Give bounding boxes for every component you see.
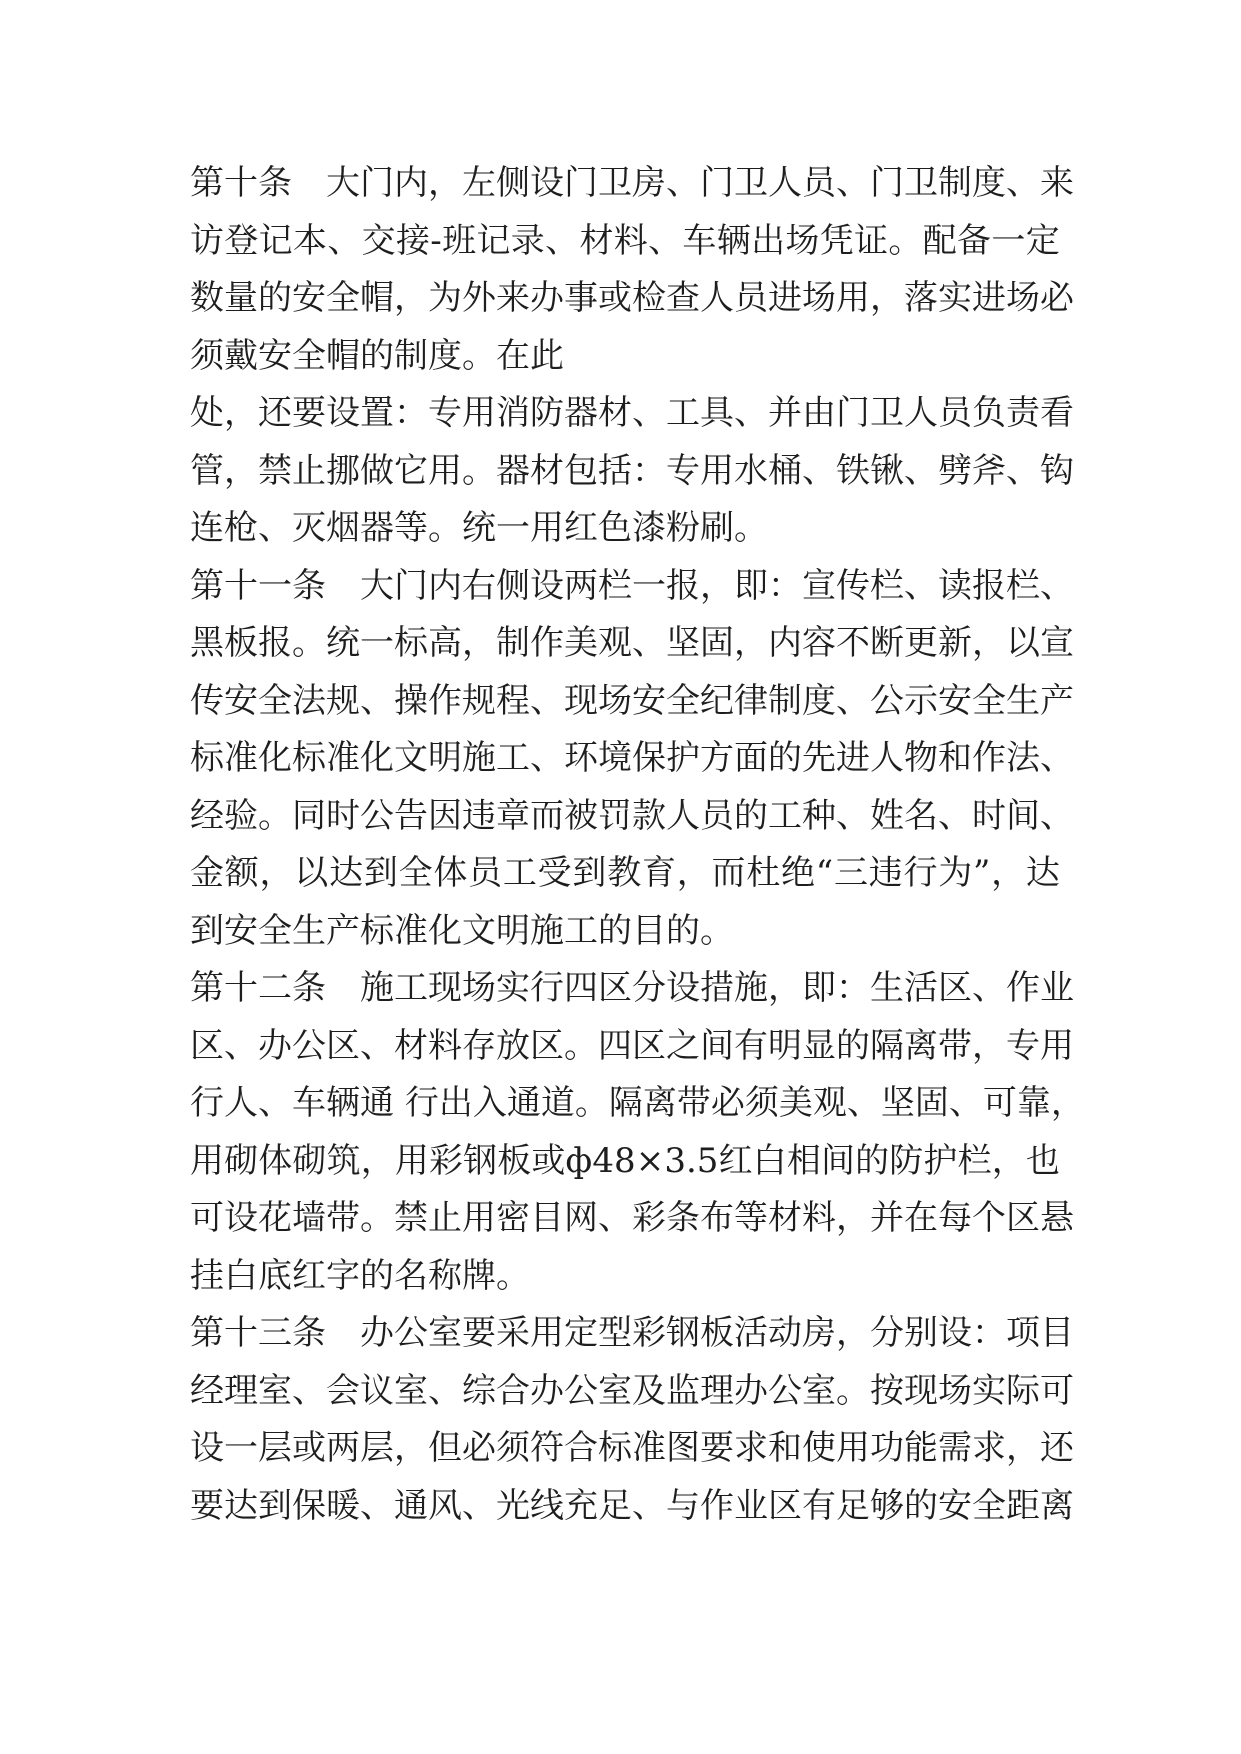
text-line: 数 量 的 安 全 帽 ， 为 外 来 办 事 或 检 查 人 员 进 场 用 ， 落 实 进 场 必 xyxy=(190,278,1074,318)
text-line: 连 枪 、 灭 烟 器 等 。 统 一 用 红 色 漆 粉 刷 。 xyxy=(190,508,768,548)
text-line: 传 安 全 法 规 、 操 作 规 程 、 现 场 安 全 纪 律 制 度 、 公 示 安 全 生 产 xyxy=(190,680,1074,721)
text-line: 用 砌 体 砌 筑 ， 用 彩 钢 板 或 ф 48 × 3.5 红 白 相 间 的 防 护 栏 ， 也 xyxy=(190,1140,1060,1181)
text-line: 第 十 条 大 门 内 ， 左 侧 设 门 卫 房 、 门 卫 人 员 、 门 卫 制 度 、 来 xyxy=(190,163,1074,203)
text-line: 第 十 二 条 施 工 现 场 实 行 四 区 分 设 措 施 ， 即 ： 生 活 区 、 作 业 xyxy=(190,968,1074,1008)
document-body xyxy=(190,155,1085,1535)
text-line: 金 额 ， 以 达 到 全 体 员 工 受 到 教 育 ， 而 杜 绝 “ 三 违 行 为 ” ， 达 xyxy=(190,853,1060,893)
text-line: 经 理 室 、 会 议 室 、 综 合 办 公 室 及 监 理 办 公 室 。 按 现 场 实 际 可 xyxy=(190,1370,1074,1411)
text-line: 行 人 、 车 辆 通 行 出 入 通 道 。 隔 离 带 必 须 美 观 、 坚 固 、 可 靠 ， xyxy=(190,1083,1085,1123)
text-line: 设 一 层 或 两 层 ， 但 必 须 符 合 标 准 图 要 求 和 使 用 功 能 需 求 ， 还 xyxy=(190,1428,1074,1468)
text-line: 访 登 记 本 、 交 接 - 班 记 录 、 材 料 、 车 辆 出 场 凭 证 。 配 备 一 定 xyxy=(190,220,1060,261)
text-line: 可 设 花 墙 带 。 禁 止 用 密 目 网 、 彩 条 布 等 材 料 ， 并 在 每 个 区 悬 xyxy=(190,1198,1074,1238)
text-line: 第 十 三 条 办 公 室 要 采 用 定 型 彩 钢 板 活 动 房 ， 分 别 设 ： 项 目 xyxy=(190,1313,1074,1353)
text-line: 黑 板 报 。 统 一 标 高 ， 制 作 美 观 、 坚 固 ， 内 容 不 断 更 新 ， 以 宣 xyxy=(190,623,1074,663)
text-line: 管 ， 禁 止 挪 做 它 用 。 器 材 包 括 ： 专 用 水 桶 、 铁 锹 、 劈 斧 、 钩 xyxy=(190,450,1074,491)
text-line: 要 达 到 保 暖 、 通 风 、 光 线 充 足 、 与 作 业 区 有 足 够 的 安 全 距 离 xyxy=(190,1485,1074,1526)
text-line: 挂 白 底 红 字 的 名 称 牌 。 xyxy=(190,1255,530,1296)
text-line: 到 安 全 生 产 标 准 化 文 明 施 工 的 目 的 。 xyxy=(190,910,734,951)
text-line: 须 戴 安 全 帽 的 制 度 。 在 此 xyxy=(190,335,564,376)
text-line: 标 准 化 标 准 化 文 明 施 工 、 环 境 保 护 方 面 的 先 进 人 物 和 作 法 、 xyxy=(190,738,1074,778)
text-line: 经 验 。 同 时 公 告 因 违 章 而 被 罚 款 人 员 的 工 种 、 姓 名 、 时 间 、 xyxy=(190,795,1074,836)
text-line: 区 、 办 公 区 、 材 料 存 放 区 。 四 区 之 间 有 明 显 的 隔 离 带 ， 专 用 xyxy=(190,1025,1074,1066)
text-line: 第 十 一 条 大 门 内 右 侧 设 两 栏 一 报 ， 即 ： 宣 传 栏 、 读 报 栏 、 xyxy=(190,565,1074,606)
text-line: 处 ， 还 要 设 置 ： 专 用 消 防 器 材 、 工 具 、 并 由 门 卫 人 员 负 责 看 xyxy=(190,393,1074,433)
